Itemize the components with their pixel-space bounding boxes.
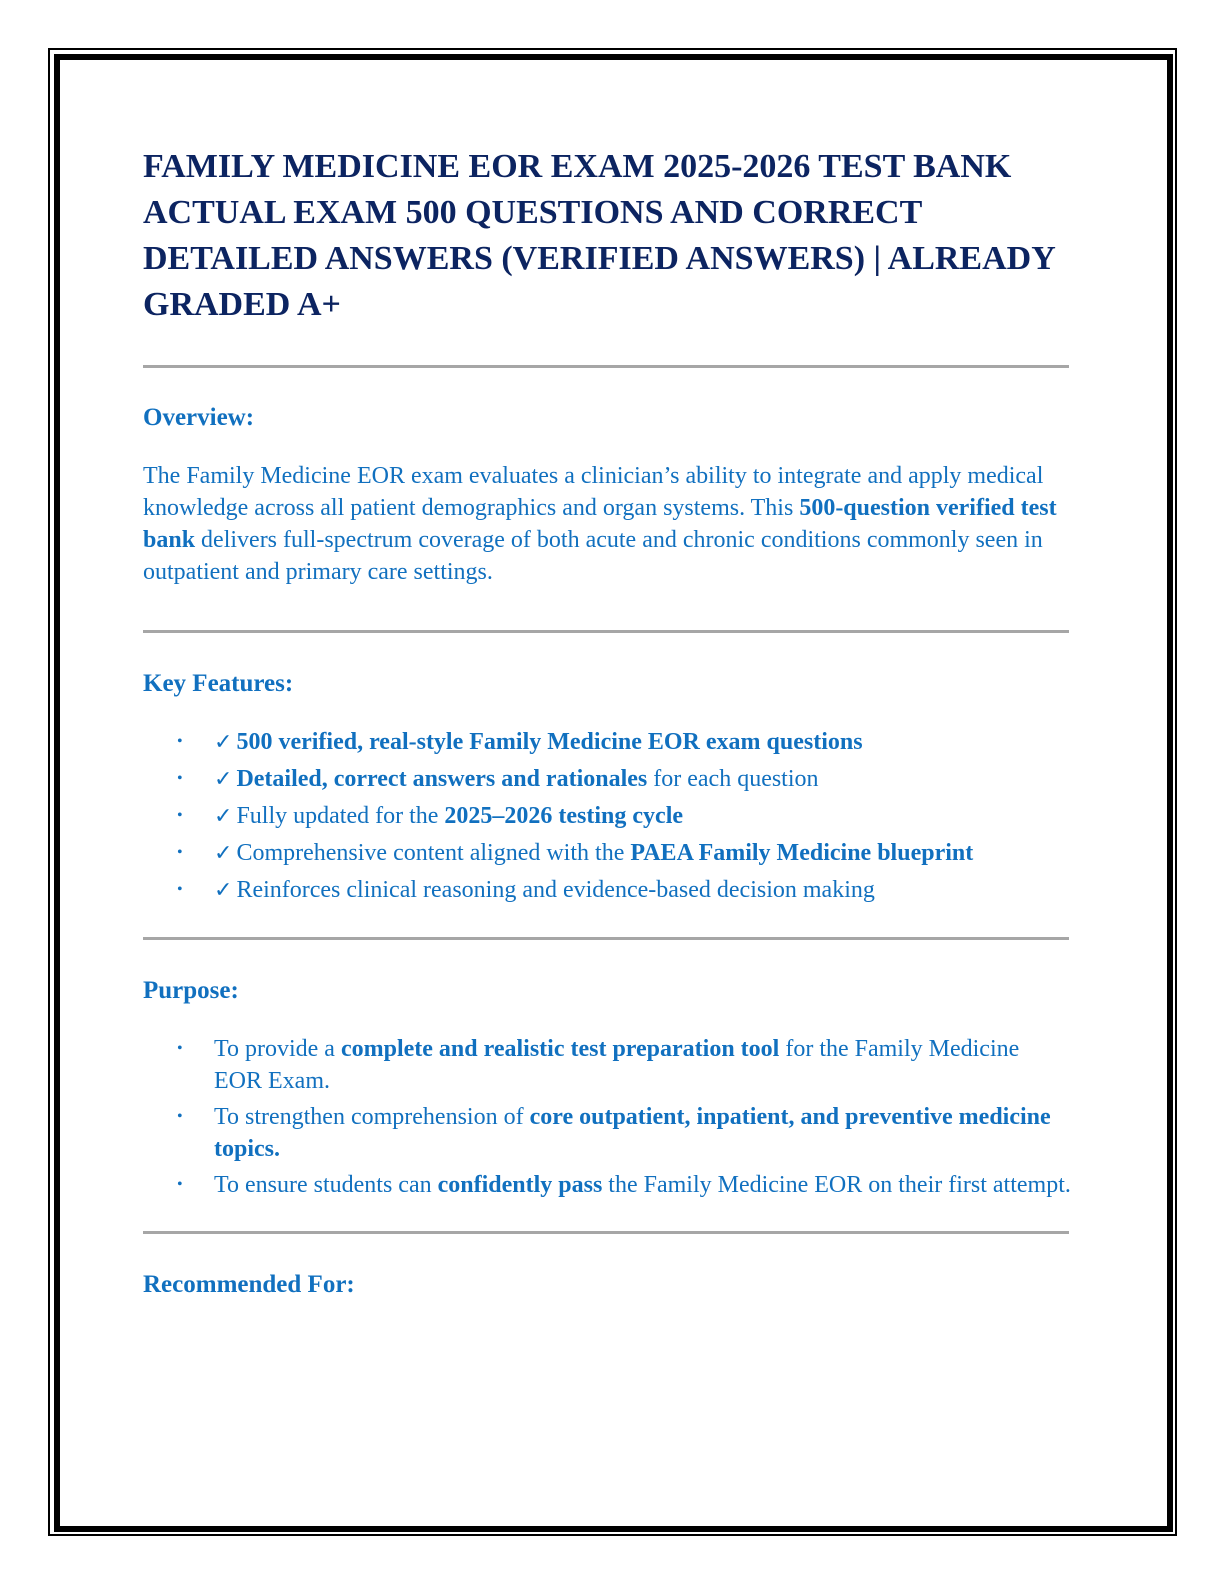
check-icon: ✓ [214, 730, 233, 755]
bullet-icon: • [177, 1176, 183, 1193]
text-run: the Family Medicine EOR on their first attempt. [602, 1172, 1071, 1198]
divider [143, 630, 1069, 633]
bullet-icon: • [177, 733, 183, 750]
text-run: To strengthen comprehension of [214, 1104, 530, 1130]
overview-heading: Overview: [143, 404, 255, 431]
text-run: To provide a [214, 1036, 341, 1062]
text-run: delivers full-spectrum coverage of both acute and chronic conditions commonly seen in outpatient and primary care settings. [143, 527, 1043, 585]
bullet-icon: • [177, 807, 183, 824]
bullet-icon: • [177, 844, 183, 861]
key-features-heading: Key Features: [143, 670, 294, 697]
text-run: Reinforces clinical reasoning and evidence-based decision making [236, 877, 875, 903]
bullet-icon: • [177, 881, 183, 898]
bold-text: Detailed, correct answers and rationales [236, 766, 648, 792]
bold-text: complete and realistic test preparation tool [340, 1036, 780, 1062]
list-item [143, 1169, 1073, 1201]
purpose-heading: Purpose: [143, 977, 239, 1004]
text-run: To ensure students can [214, 1172, 438, 1198]
divider [143, 365, 1069, 368]
divider [143, 1231, 1069, 1234]
bold-text: confidently pass [437, 1172, 603, 1198]
bold-text: 500 verified, real-style Family Medicine EOR exam questions [236, 729, 863, 755]
list-item [143, 1033, 1073, 1097]
key-features-list [143, 726, 1073, 907]
text-run: Comprehensive content aligned with the [236, 840, 631, 866]
bullet-icon: • [177, 1108, 183, 1125]
text-run: for the Family Medicine EOR Exam. [214, 1036, 1020, 1094]
recommended-for-heading: Recommended For: [143, 1271, 355, 1298]
divider [143, 937, 1069, 940]
text-run: The Family Medicine EOR exam evaluates a clinician’s ability to integrate and apply medical knowledge across all patient demographics and organ systems. This [143, 463, 1044, 521]
list-item [143, 1101, 1073, 1165]
list-item [143, 763, 1073, 796]
list-item [143, 800, 1073, 833]
check-icon: ✓ [214, 804, 233, 829]
purpose-list [143, 1033, 1073, 1201]
check-icon: ✓ [214, 841, 233, 866]
document-body [143, 144, 1073, 1301]
check-icon: ✓ [214, 878, 233, 903]
text-run: Fully updated for the [236, 803, 445, 829]
bullet-icon: • [177, 1040, 183, 1057]
bold-text: 500-question verified test bank [143, 495, 1057, 553]
list-item [143, 837, 1073, 870]
list-item [143, 874, 1073, 907]
check-icon: ✓ [214, 767, 233, 792]
overview-paragraph [143, 460, 1073, 588]
bold-text: core outpatient, inpatient, and preventive medicine topics. [214, 1104, 1051, 1162]
bold-text: 2025–2026 testing cycle [444, 803, 684, 829]
text-run: for each question [647, 766, 819, 792]
list-item [143, 726, 1073, 759]
document-title: FAMILY MEDICINE EOR EXAM 2025-2026 TEST BANK ACTUAL EXAM 500 QUESTIONS AND CORRECT DETAILED ANSWERS (VERIFIED ANSWERS) | ALREADY GRADED A+ [143, 148, 1055, 323]
bold-text: PAEA Family Medicine blueprint [630, 840, 974, 866]
bullet-icon: • [177, 770, 183, 787]
